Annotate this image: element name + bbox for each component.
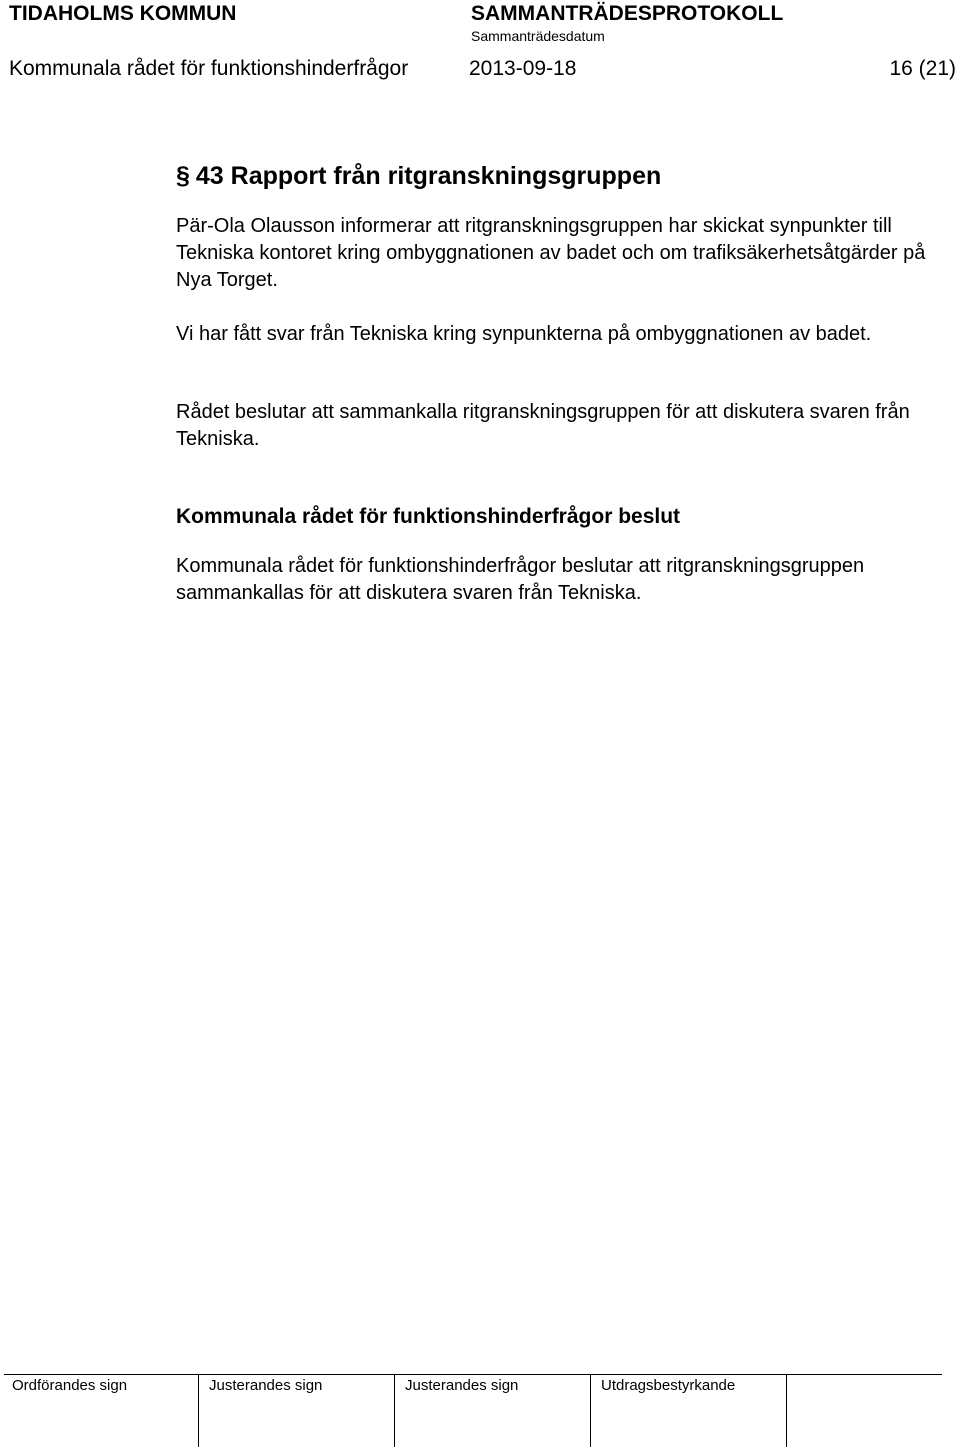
section-heading	[176, 162, 661, 191]
signature-rule	[4, 1374, 942, 1375]
committee-name: Kommunala rådet för funktionshinderfrågor	[9, 57, 409, 80]
signature-adjuster-1: Justerandes sign	[209, 1377, 323, 1394]
signature-extract-certification: Utdragsbestyrkande	[601, 1377, 736, 1394]
signature-divider	[394, 1374, 395, 1447]
page-number: 16 (21)	[889, 57, 956, 80]
paragraph-3: Rådet beslutar att sammankalla ritgranskningsgruppen för att diskutera svaren från Tekniska.	[176, 401, 910, 450]
decision-heading: Kommunala rådet för funktionshinderfrågor beslut	[176, 505, 681, 528]
section-title: 43 Rapport från ritgranskningsgruppen	[195, 162, 662, 190]
signature-divider	[590, 1374, 591, 1447]
signature-divider	[786, 1374, 787, 1447]
signature-adjuster-2: Justerandes sign	[405, 1377, 519, 1394]
paragraph-1: Pär-Ola Olausson informerar att ritgranskningsgruppen har skickat synpunkter till Tekniska kontoret kring ombyggnationen av badet och om trafiksäkerhetsåtgärder på Nya Torget.	[176, 215, 926, 291]
meeting-date-label: Sammanträdesdatum	[471, 28, 605, 44]
meeting-date: 2013-09-18	[469, 57, 577, 80]
signature-divider	[198, 1374, 199, 1447]
organization-name: TIDAHOLMS KOMMUN	[9, 2, 237, 25]
paragraph-2: Vi har fått svar från Tekniska kring synpunkterna på ombyggnationen av badet.	[176, 323, 872, 345]
decision-text: Kommunala rådet för funktionshinderfrågor beslutar att ritgranskningsgruppen sammankallas för att diskutera svaren från Tekniska.	[176, 555, 865, 604]
document-type: SAMMANTRÄDESPROTOKOLL	[471, 2, 784, 25]
paragraph-symbol: §	[176, 162, 190, 190]
signature-chair: Ordförandes sign	[12, 1377, 128, 1394]
